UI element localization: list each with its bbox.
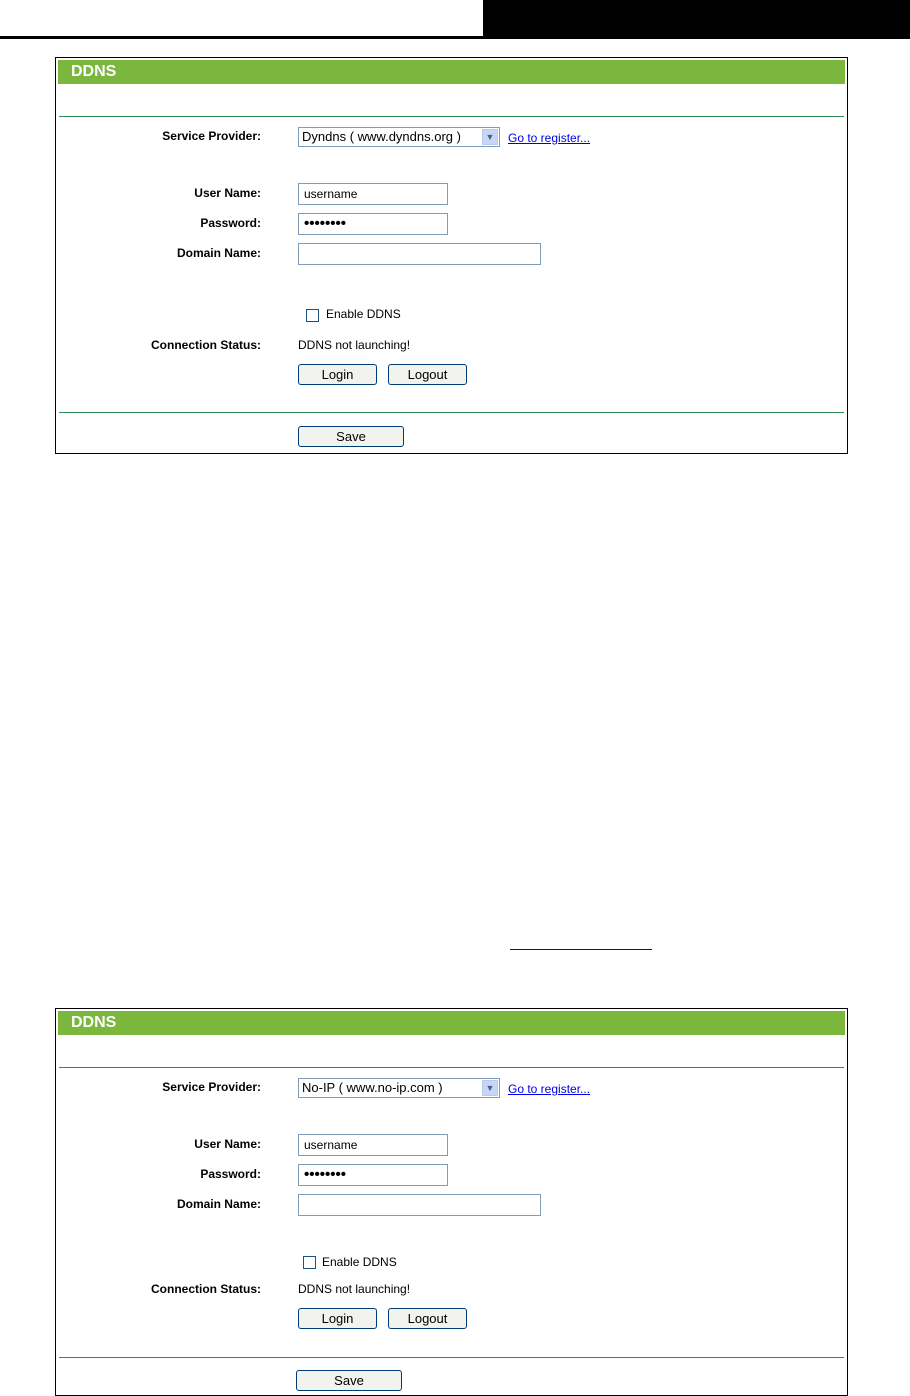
password-label: Password:	[200, 1167, 261, 1181]
username-input[interactable]: username	[298, 183, 448, 205]
login-button[interactable]: Login	[298, 364, 377, 385]
password-input[interactable]: ••••••••	[298, 1164, 448, 1186]
bottom-divider	[59, 412, 844, 413]
bottom-divider	[59, 1357, 844, 1358]
password-input[interactable]: ••••••••	[298, 213, 448, 235]
connection-status-value: DDNS not launching!	[298, 1282, 411, 1296]
connection-status-value: DDNS not launching!	[298, 338, 411, 352]
login-button[interactable]: Login	[298, 1308, 377, 1329]
domain-name-input[interactable]	[298, 243, 541, 265]
chevron-down-icon[interactable]: ▼	[482, 1080, 498, 1096]
username-label: User Name:	[194, 1137, 261, 1151]
panel-title: DDNS	[58, 60, 845, 84]
username-label: User Name:	[194, 186, 261, 200]
panel-title: DDNS	[58, 1011, 845, 1035]
domain-name-input[interactable]	[298, 1194, 541, 1216]
logout-button[interactable]: Logout	[388, 364, 467, 385]
save-button[interactable]: Save	[296, 1370, 402, 1391]
top-divider	[59, 1067, 844, 1068]
reference-link-underline[interactable]	[510, 949, 652, 950]
connection-status-label: Connection Status:	[151, 338, 261, 352]
ddns-panel-dyndns	[55, 57, 848, 454]
ddns-panel-noip	[55, 1008, 848, 1396]
service-provider-select[interactable]	[298, 127, 500, 147]
page-header-block	[483, 0, 910, 38]
go-to-register-link[interactable]: Go to register...	[508, 1082, 591, 1096]
save-button[interactable]: Save	[298, 426, 404, 447]
chevron-down-icon[interactable]: ▼	[482, 129, 498, 145]
enable-ddns-label: Enable DDNS	[326, 307, 401, 321]
password-label: Password:	[200, 216, 261, 230]
enable-ddns-checkbox[interactable]	[306, 309, 319, 322]
service-provider-label: Service Provider:	[162, 129, 261, 143]
page-header-rule	[0, 36, 910, 39]
domain-name-label: Domain Name:	[176, 1197, 261, 1211]
top-divider	[59, 116, 844, 117]
service-provider-value: No-IP ( www.no-ip.com )	[302, 1080, 443, 1095]
service-provider-label: Service Provider:	[162, 1080, 261, 1094]
logout-button[interactable]: Logout	[388, 1308, 467, 1329]
go-to-register-link[interactable]: Go to register...	[508, 131, 591, 145]
connection-status-label: Connection Status:	[151, 1282, 261, 1296]
service-provider-select[interactable]	[298, 1078, 500, 1098]
service-provider-value: Dyndns ( www.dyndns.org )	[302, 129, 461, 144]
domain-name-label: Domain Name:	[176, 246, 261, 260]
enable-ddns-checkbox[interactable]	[303, 1256, 316, 1269]
enable-ddns-label: Enable DDNS	[322, 1255, 397, 1269]
username-input[interactable]: username	[298, 1134, 448, 1156]
